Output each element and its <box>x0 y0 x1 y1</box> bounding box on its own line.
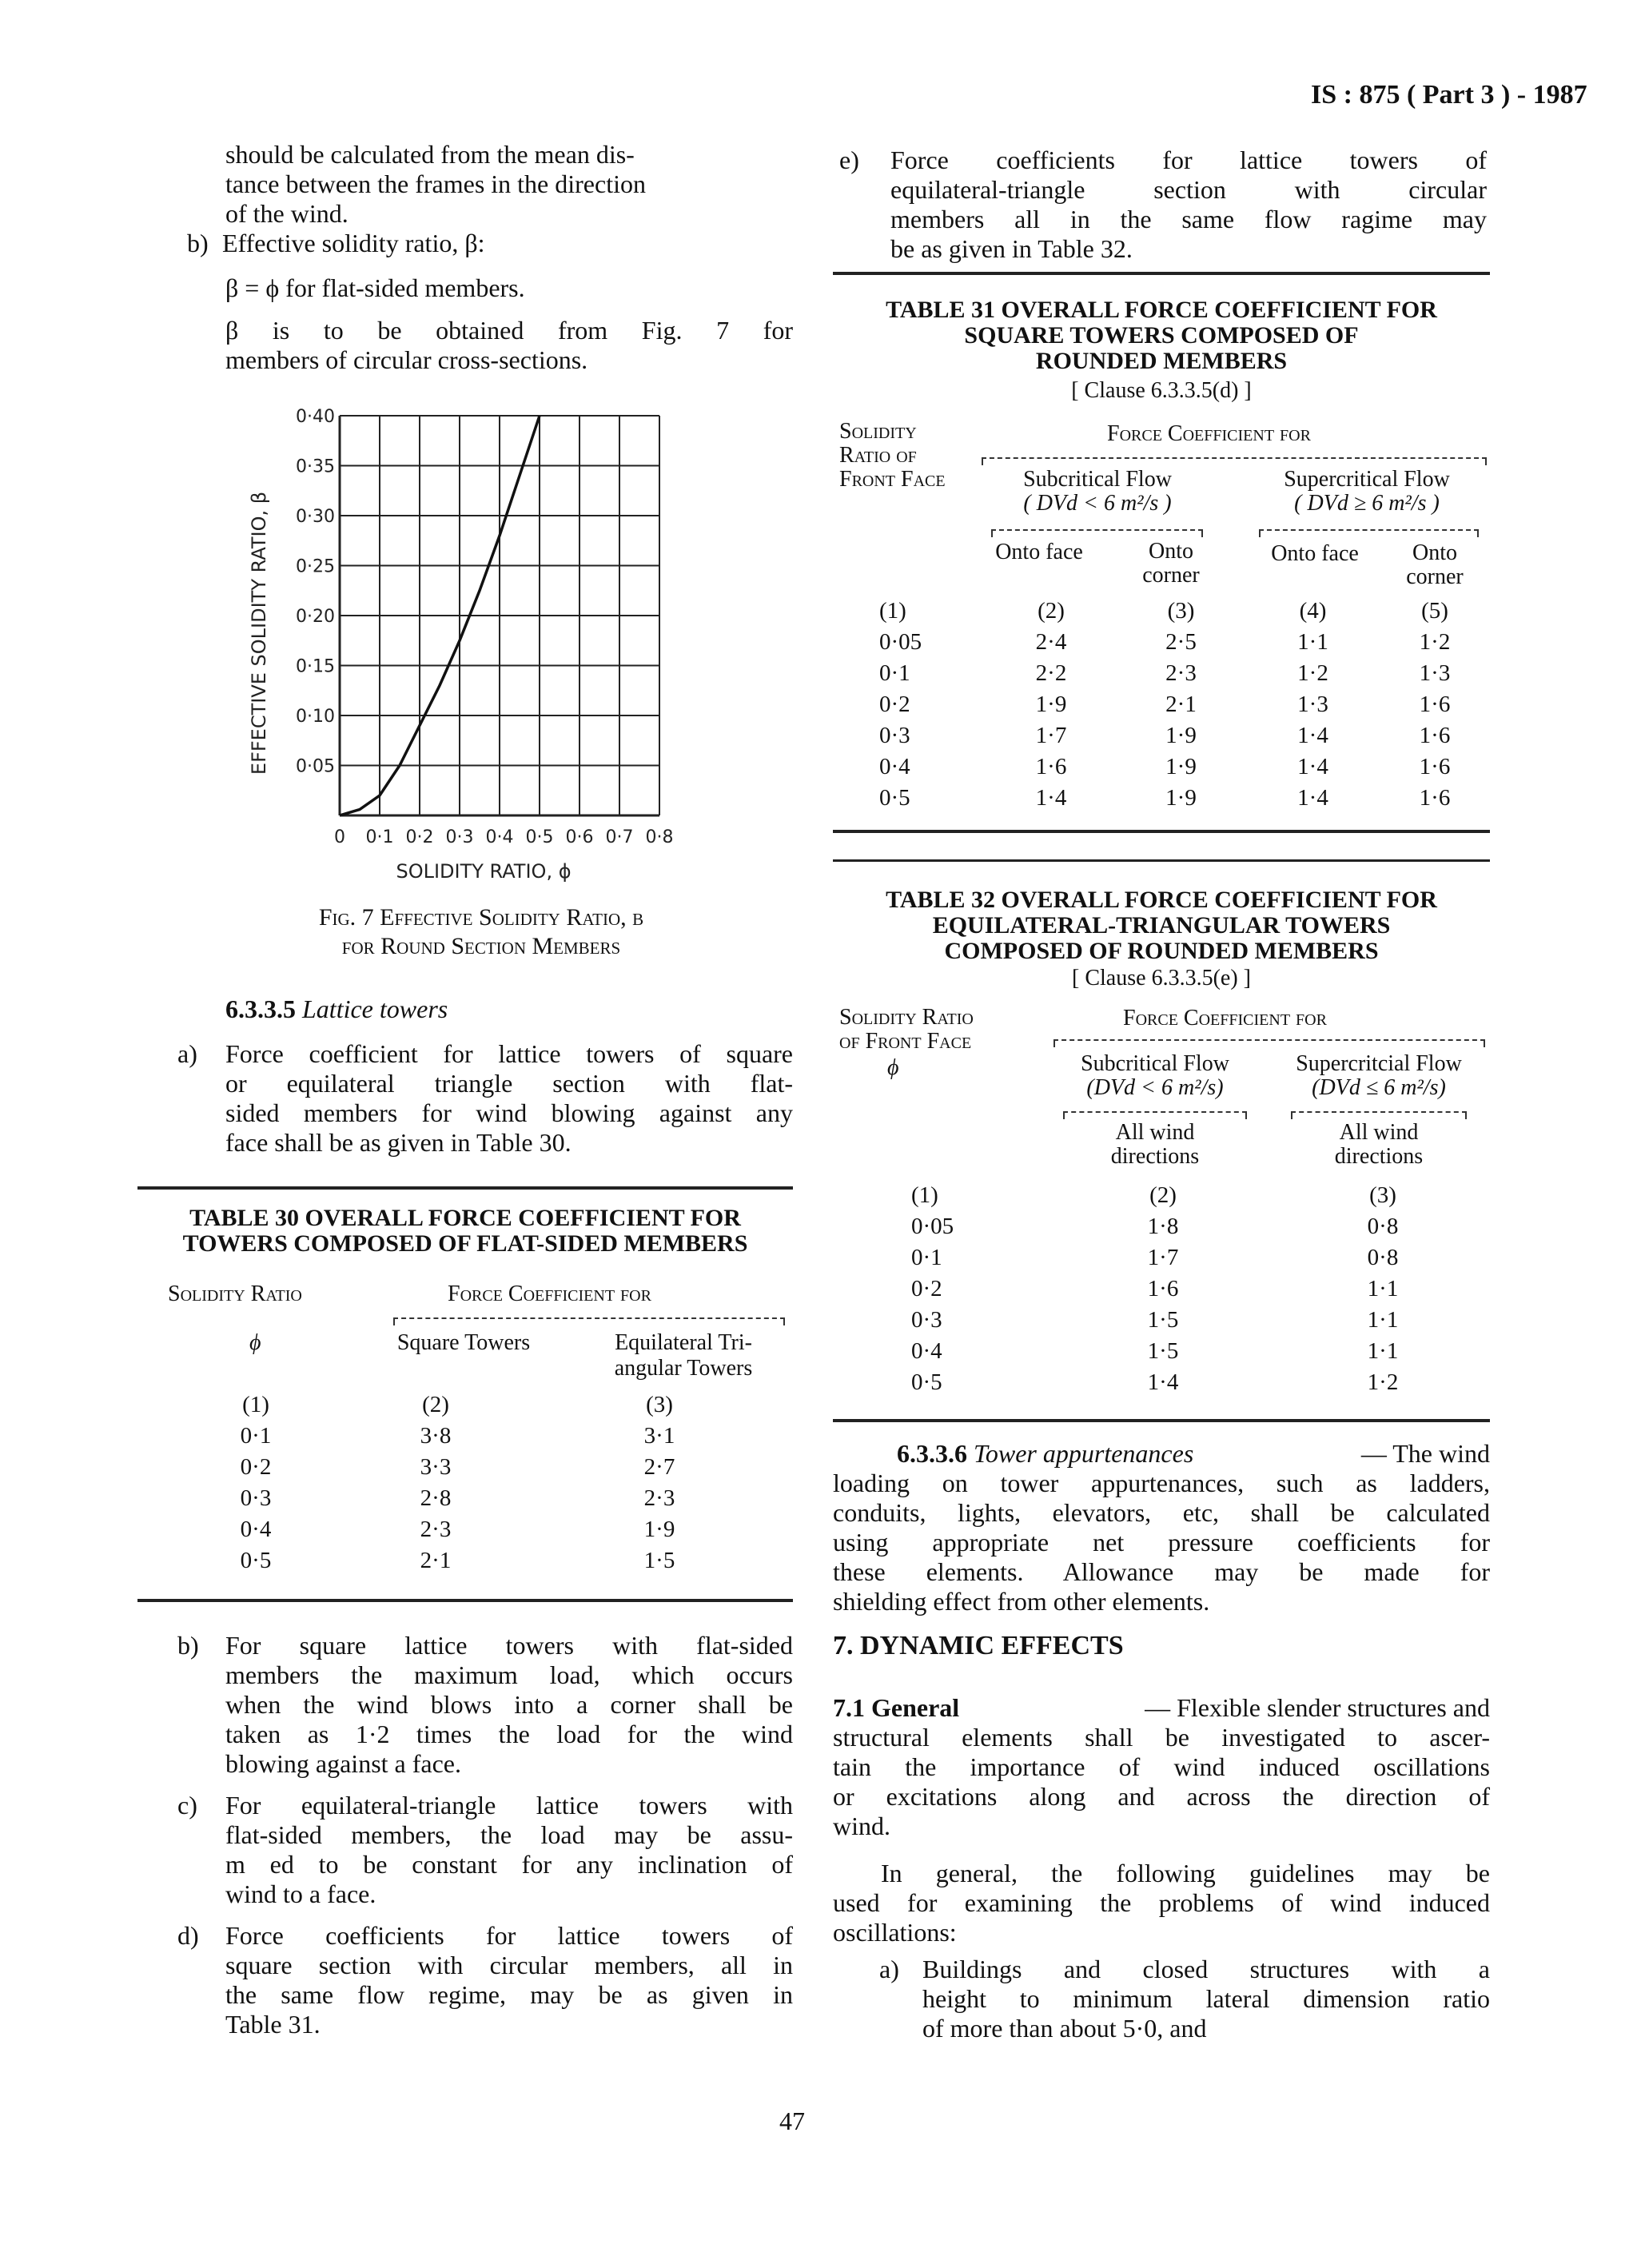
head-line: (DVd < 6 m²/s) <box>1086 1075 1224 1100</box>
section-title: Lattice towers <box>302 994 448 1023</box>
table-31-bottom-rule <box>833 830 1490 833</box>
section-dash-text: — The wind <box>1360 1439 1490 1468</box>
head-line: directions <box>1110 1144 1200 1169</box>
head-line: Solidity Ratio <box>839 1005 974 1030</box>
head-line: Subcritical Flow <box>1023 467 1172 492</box>
table-30-title <box>137 1206 793 1257</box>
table-row <box>839 1211 1479 1242</box>
table-cell: 1·4 <box>1297 785 1328 811</box>
table-cell: 1·5 <box>1147 1307 1179 1333</box>
para-line: tain the importance of wind induced oscillations <box>833 1752 1490 1781</box>
table-cell: 1·6 <box>1147 1276 1179 1301</box>
note-line: β is to be obtained from Fig. 7 for <box>225 316 793 345</box>
beta-equation: β = ϕ for flat-sided members. <box>225 273 525 302</box>
para-line: these elements. Allowance may be made for <box>833 1557 1490 1586</box>
table-31 <box>839 596 1487 814</box>
table-32-all-wind-sub <box>1063 1121 1247 1169</box>
head-line: of Front Face <box>839 1029 972 1054</box>
table-cell: (3) <box>646 1392 673 1417</box>
table-row <box>839 1180 1479 1211</box>
head-line: angular Towers <box>614 1356 753 1381</box>
caption-line: Fig. 7 Effective Solidity Ratio, β <box>318 904 644 931</box>
table-cell: 2·7 <box>643 1454 675 1480</box>
intro-line: should be calculated from the mean dis- <box>225 140 635 169</box>
table-row <box>839 1242 1479 1274</box>
title-line: TABLE 32 OVERALL FORCE COEFFICIENT FOR <box>886 887 1437 913</box>
title-line: TABLE 30 OVERALL FORCE COEFFICIENT FOR <box>189 1205 741 1231</box>
title-line: EQUILATERAL-TRIANGULAR TOWERS <box>932 912 1391 939</box>
table-cell: (2) <box>1038 598 1065 624</box>
section-7-heading: 7. DYNAMIC EFFECTS <box>833 1631 1124 1660</box>
item-label: a) <box>879 1955 899 1983</box>
table-cell: 1·1 <box>1297 629 1328 655</box>
table-32-head-phi: ϕ <box>887 1055 899 1080</box>
x-axis-label: SOLIDITY RATIO, ϕ <box>396 860 572 883</box>
intro-line: tance between the frames in the direction <box>225 169 646 198</box>
table-31-onto-corner-2 <box>1383 541 1487 589</box>
table-cell: 2·4 <box>1035 629 1067 655</box>
y-tick-label: 0·30 <box>296 507 335 527</box>
table-cell: 1·3 <box>1419 660 1451 686</box>
table-cell: 1·7 <box>1035 723 1067 748</box>
table-32-brace <box>1053 1039 1485 1047</box>
item-line: when the wind blows into a corner shall be <box>225 1690 793 1719</box>
table-30-head-equilateral <box>580 1330 787 1381</box>
section-6-3-3-6-head-line <box>833 1439 1490 1469</box>
para-line: using appropriate net pressure coefficients for <box>833 1528 1490 1557</box>
head-line: (DVd ≤ 6 m²/s) <box>1312 1075 1446 1100</box>
para-line: conduits, lights, elevators, etc, shall be calculated <box>833 1498 1490 1527</box>
table-cell: (3) <box>1369 1182 1396 1208</box>
table-30 <box>192 1389 767 1576</box>
table-30-bottom-rule <box>137 1599 793 1602</box>
table-30-head-phi: ϕ <box>249 1330 261 1355</box>
table-cell: 2·5 <box>1165 629 1197 655</box>
head-line: All wind <box>1115 1120 1195 1145</box>
x-tick-label: 0 <box>334 827 345 847</box>
table-31-brace <box>982 457 1487 465</box>
head-line: Supercritcial Flow <box>1296 1051 1462 1076</box>
table-row <box>839 751 1487 783</box>
head-line: All wind <box>1339 1120 1419 1145</box>
x-tick-label: 0·7 <box>605 827 634 847</box>
item-a-lattice-flat <box>177 1039 793 1158</box>
table-32-sup-brace <box>1291 1111 1467 1119</box>
head-line: Onto <box>1412 540 1457 565</box>
page-header: IS : 875 ( Part 3 ) - 1987 <box>1311 80 1587 110</box>
table-cell: (3) <box>1167 598 1195 624</box>
table-cell: 2·3 <box>643 1485 675 1511</box>
intro-paragraph <box>225 140 793 229</box>
item-line: height to minimum lateral dimension ratio <box>922 1984 1490 2013</box>
head-line: Equilateral Tri- <box>615 1330 752 1355</box>
y-tick-label: 0·10 <box>296 707 335 727</box>
table-cell: 0·4 <box>911 1338 942 1364</box>
table-cell: 1·9 <box>1165 754 1197 779</box>
table-cell: 2·3 <box>1165 660 1197 686</box>
table-row <box>839 783 1487 814</box>
table-32-head-force: Force Coefficient for <box>1123 1006 1327 1030</box>
item-line: m ed to be constant for any inclination of <box>225 1850 793 1879</box>
title-line: TABLE 31 OVERALL FORCE COEFFICIENT FOR <box>886 297 1437 323</box>
para-line: loading on tower appurtenances, such as ladders, <box>833 1469 1490 1497</box>
para-line: shielding effect from other elements. <box>833 1587 1210 1616</box>
item-line: Table 31. <box>225 2010 321 2039</box>
item-line: Buildings and closed structures with a <box>922 1955 1490 1983</box>
item-label: a) <box>177 1039 197 1068</box>
caption-line: for Round Section Members <box>341 933 621 959</box>
table-30-brace <box>393 1317 785 1325</box>
table-cell: 1·9 <box>643 1517 675 1542</box>
general-paragraph <box>833 1859 1490 1947</box>
table-cell: 2·2 <box>1035 660 1067 686</box>
page-number: 47 <box>779 2107 805 2135</box>
item-c-triangle-towers <box>177 1791 793 1909</box>
section-6-3-3-5-heading <box>225 994 448 1024</box>
head-line: Supercritical Flow <box>1284 467 1450 492</box>
table-32-all-wind-sup <box>1287 1121 1471 1169</box>
para-line: or excitations along and across the direction of <box>833 1782 1490 1811</box>
head-line: ( DVd < 6 m²/s ) <box>1023 491 1172 516</box>
table-cell: 2·3 <box>420 1517 452 1542</box>
table-cell: 1·4 <box>1297 723 1328 748</box>
table-cell: 1·2 <box>1419 629 1451 655</box>
table-30-head-square: Square Towers <box>396 1330 531 1355</box>
item-label: c) <box>177 1791 197 1820</box>
table-31-title <box>833 297 1490 374</box>
title-line: COMPOSED OF ROUNDED MEMBERS <box>944 938 1379 964</box>
table-32 <box>839 1180 1479 1398</box>
figure-7-chart <box>232 400 711 887</box>
table-cell: 1·6 <box>1419 754 1451 779</box>
item-a-buildings <box>879 1955 1490 2043</box>
table-cell: 2·1 <box>420 1548 452 1573</box>
item-line: Force coefficients for lattice towers of <box>890 145 1487 174</box>
table-31-head-subcritical <box>982 468 1213 516</box>
table-cell: 1·9 <box>1035 692 1067 717</box>
table-cell: 1·4 <box>1035 785 1067 811</box>
table-cell: 0·05 <box>879 629 922 655</box>
beta-figure-note <box>225 316 793 375</box>
table-31-head-force: Force Coefficient for <box>1107 421 1311 446</box>
table-cell: 1·6 <box>1419 723 1451 748</box>
table-cell: 0·2 <box>240 1454 272 1480</box>
table-row <box>839 689 1487 720</box>
table-row <box>839 1274 1479 1305</box>
head-line: Subcritical Flow <box>1081 1051 1229 1076</box>
table-cell: 1·9 <box>1165 785 1197 811</box>
table-cell: 0·4 <box>879 754 910 779</box>
head-line: Ratio of <box>839 443 917 468</box>
table-32-sub-brace <box>1063 1111 1247 1119</box>
table-row <box>192 1452 767 1483</box>
table-cell: 0·1 <box>911 1245 942 1270</box>
item-line: sided members for wind blowing against any <box>225 1098 793 1127</box>
table-row <box>839 1305 1479 1336</box>
item-line: the same flow regime, may be as given in <box>225 1980 793 2009</box>
item-label: b) <box>187 229 209 257</box>
item-line: or equilateral triangle section with flat- <box>225 1069 793 1098</box>
table-cell: (1) <box>879 598 906 624</box>
table-cell: 1·1 <box>1367 1338 1399 1364</box>
section-number: 7.1 General <box>833 1693 960 1722</box>
section-number: 6.3.3.5 <box>225 994 296 1023</box>
table-cell: 0·3 <box>240 1485 272 1511</box>
item-line: For square lattice towers with flat-sided <box>225 1631 793 1660</box>
item-line: flat-sided members, the load may be assu- <box>225 1820 793 1849</box>
item-line: For equilateral-triangle lattice towers with <box>225 1791 793 1820</box>
item-e-triangle-circular <box>839 145 1487 264</box>
table-cell: (5) <box>1421 598 1448 624</box>
table-cell: 1·4 <box>1297 754 1328 779</box>
y-tick-label: 0·05 <box>296 756 335 777</box>
table-row <box>192 1514 767 1545</box>
item-line: equilateral-triangle section with circular <box>890 175 1487 204</box>
table-32-bottom-rule <box>833 1419 1490 1422</box>
section-number: 6.3.3.6 <box>897 1439 967 1468</box>
table-row <box>839 1336 1479 1367</box>
table-30-top-rule <box>137 1186 793 1190</box>
y-axis-label: EFFECTIVE SOLIDITY RATIO, β <box>248 491 270 775</box>
table-cell: 1·5 <box>643 1548 675 1573</box>
table-cell: 0·5 <box>240 1548 272 1573</box>
y-tick-label: 0·35 <box>296 456 335 477</box>
item-line: Force coefficient for lattice towers of square <box>225 1039 793 1068</box>
table-cell: 1·2 <box>1297 660 1328 686</box>
item-b-effective-solidity <box>187 229 795 258</box>
table-cell: 0·1 <box>879 660 910 686</box>
table-cell: 0·8 <box>1367 1214 1399 1239</box>
table-cell: (2) <box>422 1392 449 1417</box>
item-d-circular-members <box>177 1921 793 2039</box>
y-tick-label: 0·40 <box>296 407 335 427</box>
intro-line: of the wind. <box>225 199 349 228</box>
table-cell: (1) <box>911 1182 938 1208</box>
y-tick-label: 0·15 <box>296 656 335 677</box>
table-cell: 1·7 <box>1147 1245 1179 1270</box>
table-31-onto-corner <box>1119 540 1223 588</box>
table-row <box>839 627 1487 658</box>
item-line: members all in the same flow ragime may <box>890 205 1487 233</box>
table-cell: 1·3 <box>1297 692 1328 717</box>
para-line: used for examining the problems of wind induced <box>833 1888 1490 1917</box>
table-31-head-supercritical <box>1247 468 1487 516</box>
section-6-3-3-6 <box>833 1439 1490 1616</box>
item-line: be as given in Table 32. <box>890 234 1133 263</box>
para-line: structural elements shall be investigated to ascer- <box>833 1723 1490 1752</box>
table-32-top-rule <box>833 859 1490 862</box>
table-row <box>192 1389 767 1421</box>
para-line: oscillations: <box>833 1918 957 1947</box>
item-line: wind to a face. <box>225 1879 376 1908</box>
section-first-text: — Flexible slender structures and <box>1145 1693 1490 1722</box>
table-cell: 0·2 <box>911 1276 942 1301</box>
table-row <box>192 1421 767 1452</box>
item-line: square section with circular members, all in <box>225 1951 793 1979</box>
table-cell: 0·5 <box>911 1369 942 1395</box>
table-31-clause: [ Clause 6.3.3.5(d) ] <box>1071 378 1252 403</box>
x-tick-label: 0·3 <box>445 827 474 847</box>
table-cell: 1·6 <box>1419 785 1451 811</box>
head-line: corner <box>1406 564 1464 589</box>
table-31-onto-face-2: Onto face <box>1271 541 1359 566</box>
section-7-1 <box>833 1693 1490 1841</box>
table-cell: 1·4 <box>1147 1369 1179 1395</box>
table-cell: 1·6 <box>1419 692 1451 717</box>
table-cell: 2·8 <box>420 1485 452 1511</box>
x-tick-label: 0·5 <box>525 827 554 847</box>
table-31-top-rule <box>833 272 1490 275</box>
table-cell: 3·3 <box>420 1454 452 1480</box>
item-line: of more than about 5·0, and <box>922 2014 1207 2043</box>
x-tick-label: 0·1 <box>365 827 394 847</box>
y-tick-label: 0·20 <box>296 607 335 627</box>
para-line: wind. <box>833 1812 890 1840</box>
item-b-square-towers <box>177 1631 793 1779</box>
table-cell: 1·6 <box>1035 754 1067 779</box>
table-row <box>839 658 1487 689</box>
item-line: taken as 1·2 times the load for the wind <box>225 1720 793 1748</box>
section-title: Tower appurtenances <box>974 1439 1194 1468</box>
item-label: d) <box>177 1921 199 1950</box>
table-cell: 2·1 <box>1165 692 1197 717</box>
table-cell: 0·3 <box>879 723 910 748</box>
item-line: Force coefficients for lattice towers of <box>225 1921 793 1950</box>
table-32-head-subcritical <box>1051 1052 1259 1100</box>
table-32-head-solidity <box>839 1006 974 1054</box>
table-cell: 1·8 <box>1147 1214 1179 1239</box>
head-line: Solidity <box>839 419 917 444</box>
table-31-head-solidity <box>839 420 946 492</box>
item-label: b) <box>177 1631 199 1660</box>
title-line: ROUNDED MEMBERS <box>1035 348 1288 374</box>
note-line: members of circular cross-sections. <box>225 345 588 374</box>
x-tick-label: 0·4 <box>485 827 514 847</box>
table-cell: 0·8 <box>1367 1245 1399 1270</box>
table-cell: 3·1 <box>643 1423 675 1449</box>
head-line: Onto <box>1149 539 1193 564</box>
table-row <box>839 1367 1479 1398</box>
item-label: e) <box>839 145 859 174</box>
table-row <box>192 1545 767 1576</box>
head-line: corner <box>1142 563 1200 588</box>
table-cell: 3·8 <box>420 1423 452 1449</box>
table-cell: 0·1 <box>240 1423 272 1449</box>
table-row <box>192 1483 767 1514</box>
figure-7-caption <box>177 903 785 961</box>
x-tick-label: 0·6 <box>565 827 594 847</box>
para-line: In general, the following guidelines may be <box>881 1859 1490 1887</box>
item-line: members the maximum load, which occurs <box>225 1660 793 1689</box>
table-cell: 1·9 <box>1165 723 1197 748</box>
section-6-3-3-6-lead <box>897 1439 1193 1469</box>
title-line: TOWERS COMPOSED OF FLAT-SIDED MEMBERS <box>182 1230 748 1257</box>
table-row <box>839 596 1487 627</box>
table-row <box>839 720 1487 751</box>
table-cell: (4) <box>1299 598 1327 624</box>
head-line: ( DVd ≥ 6 m²/s ) <box>1294 491 1440 516</box>
item-text: Effective solidity ratio, β: <box>222 229 485 257</box>
item-line: blowing against a face. <box>225 1749 461 1778</box>
section-7-1-head-line <box>833 1693 1490 1723</box>
table-cell: (1) <box>242 1392 269 1417</box>
head-line: directions <box>1334 1144 1424 1169</box>
x-tick-label: 0·8 <box>645 827 674 847</box>
table-cell: 0·5 <box>879 785 910 811</box>
table-32-clause: [ Clause 6.3.3.5(e) ] <box>1072 966 1251 991</box>
table-30-head-force: Force Coefficient for <box>448 1281 651 1306</box>
table-cell: 1·1 <box>1367 1307 1399 1333</box>
table-31-sup-brace <box>1259 529 1479 537</box>
table-cell: 0·2 <box>879 692 910 717</box>
table-31-onto-face: Onto face <box>995 540 1083 564</box>
y-tick-label: 0·25 <box>296 556 335 577</box>
table-32-head-supercritical <box>1267 1052 1491 1100</box>
table-cell: 1·2 <box>1367 1369 1399 1395</box>
table-30-head-solidity: Solidity Ratio <box>168 1281 302 1306</box>
table-31-sub-brace <box>991 529 1203 537</box>
x-tick-label: 0·2 <box>405 827 434 847</box>
table-cell: 0·05 <box>911 1214 954 1239</box>
item-line: face shall be as given in Table 30. <box>225 1128 572 1157</box>
title-line: SQUARE TOWERS COMPOSED OF <box>964 322 1359 349</box>
head-line: Front Face <box>839 467 946 492</box>
table-cell: (2) <box>1149 1182 1177 1208</box>
table-cell: 1·1 <box>1367 1276 1399 1301</box>
table-cell: 0·4 <box>240 1517 272 1542</box>
table-cell: 0·3 <box>911 1307 942 1333</box>
table-32-title <box>833 887 1490 964</box>
table-cell: 1·5 <box>1147 1338 1179 1364</box>
